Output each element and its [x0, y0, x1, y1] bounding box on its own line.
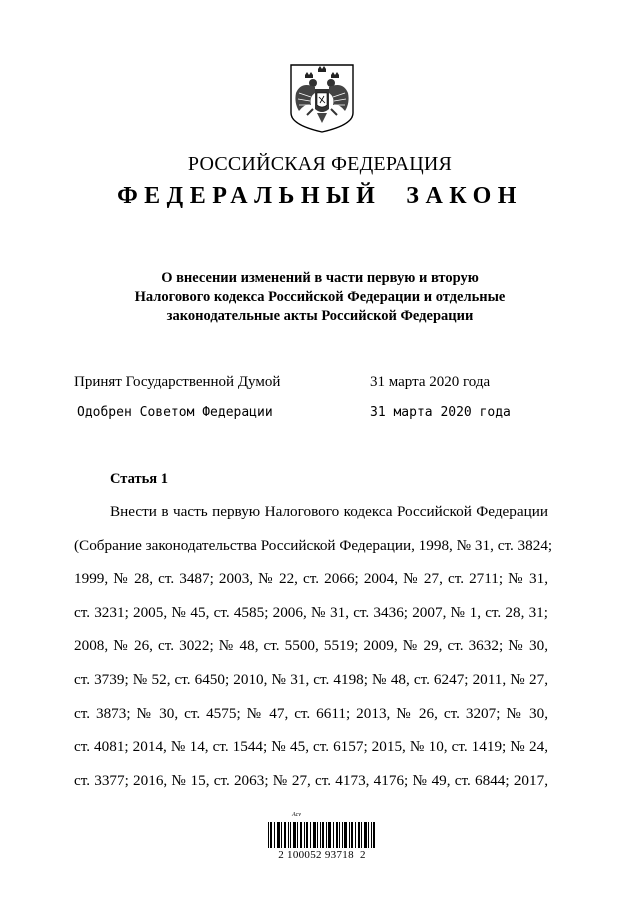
body-line: ст. 3873; № 30, ст. 4575; № 47, ст. 6611; 2013, № 26, ст. 3207; № 30, [74, 704, 548, 722]
duma-adoption-label: Принят Государственной Думой [74, 374, 281, 390]
subject-line: законодательные акты Российской Федерации [166, 308, 474, 324]
russian-coat-of-arms-icon [289, 63, 355, 134]
body-line: ст. 3377; 2016, № 15, ст. 2063; № 27, ст. 4173, 4176; № 49, ст. 6844; 2017, [74, 771, 548, 789]
body-line: 1999, № 28, ст. 3487; 2003, № 22, ст. 2066; 2004, № 27, ст. 2711; № 31, [74, 570, 548, 588]
body-line: ст. 3739; № 52, ст. 6450; 2010, № 31, ст. 4198; № 48, ст. 6247; 2011, № 27, [74, 670, 548, 688]
law-subject [100, 269, 540, 326]
document-type-title: ФЕДЕРАЛЬНЫЙ ЗАКОН [117, 183, 523, 209]
duma-adoption-row [74, 374, 574, 391]
body-line: Внести в часть первую Налогового кодекса Российской Федерации [110, 503, 548, 520]
article-body [74, 500, 553, 802]
barcode-number: 2 100052 93718 2 [278, 849, 366, 861]
body-line: ст. 4081; 2014, № 14, ст. 1544; № 45, ст. 6157; 2015, № 10, ст. 1419; № 24, [74, 738, 548, 756]
subject-line: О внесении изменений в части первую и вторую [161, 270, 479, 286]
council-approval-date: 31 марта 2020 года [370, 405, 511, 420]
council-approval-row [77, 405, 577, 420]
country-name: РОССИЙСКАЯ ФЕДЕРАЦИЯ [187, 153, 453, 175]
subject-line: Налогового кодекса Российской Федерации и отдельные [134, 289, 506, 305]
council-approval-label: Одобрен Советом Федерации [77, 405, 273, 420]
article-heading: Статья 1 [110, 471, 168, 487]
barcode-icon [266, 822, 378, 848]
duma-adoption-date: 31 марта 2020 года [370, 374, 491, 390]
body-line: 2008, № 26, ст. 3022; № 48, ст. 5500, 5519; 2009, № 29, ст. 3632; № 30, [74, 637, 548, 655]
signature-mark: Acv [292, 812, 301, 818]
body-line: ст. 3231; 2005, № 45, ст. 4585; 2006, № 31, ст. 3436; 2007, № 1, ст. 28, 31; [74, 603, 548, 621]
body-line: (Собрание законодательства Российской Федерации, 1998, № 31, ст. 3824; [74, 536, 553, 554]
